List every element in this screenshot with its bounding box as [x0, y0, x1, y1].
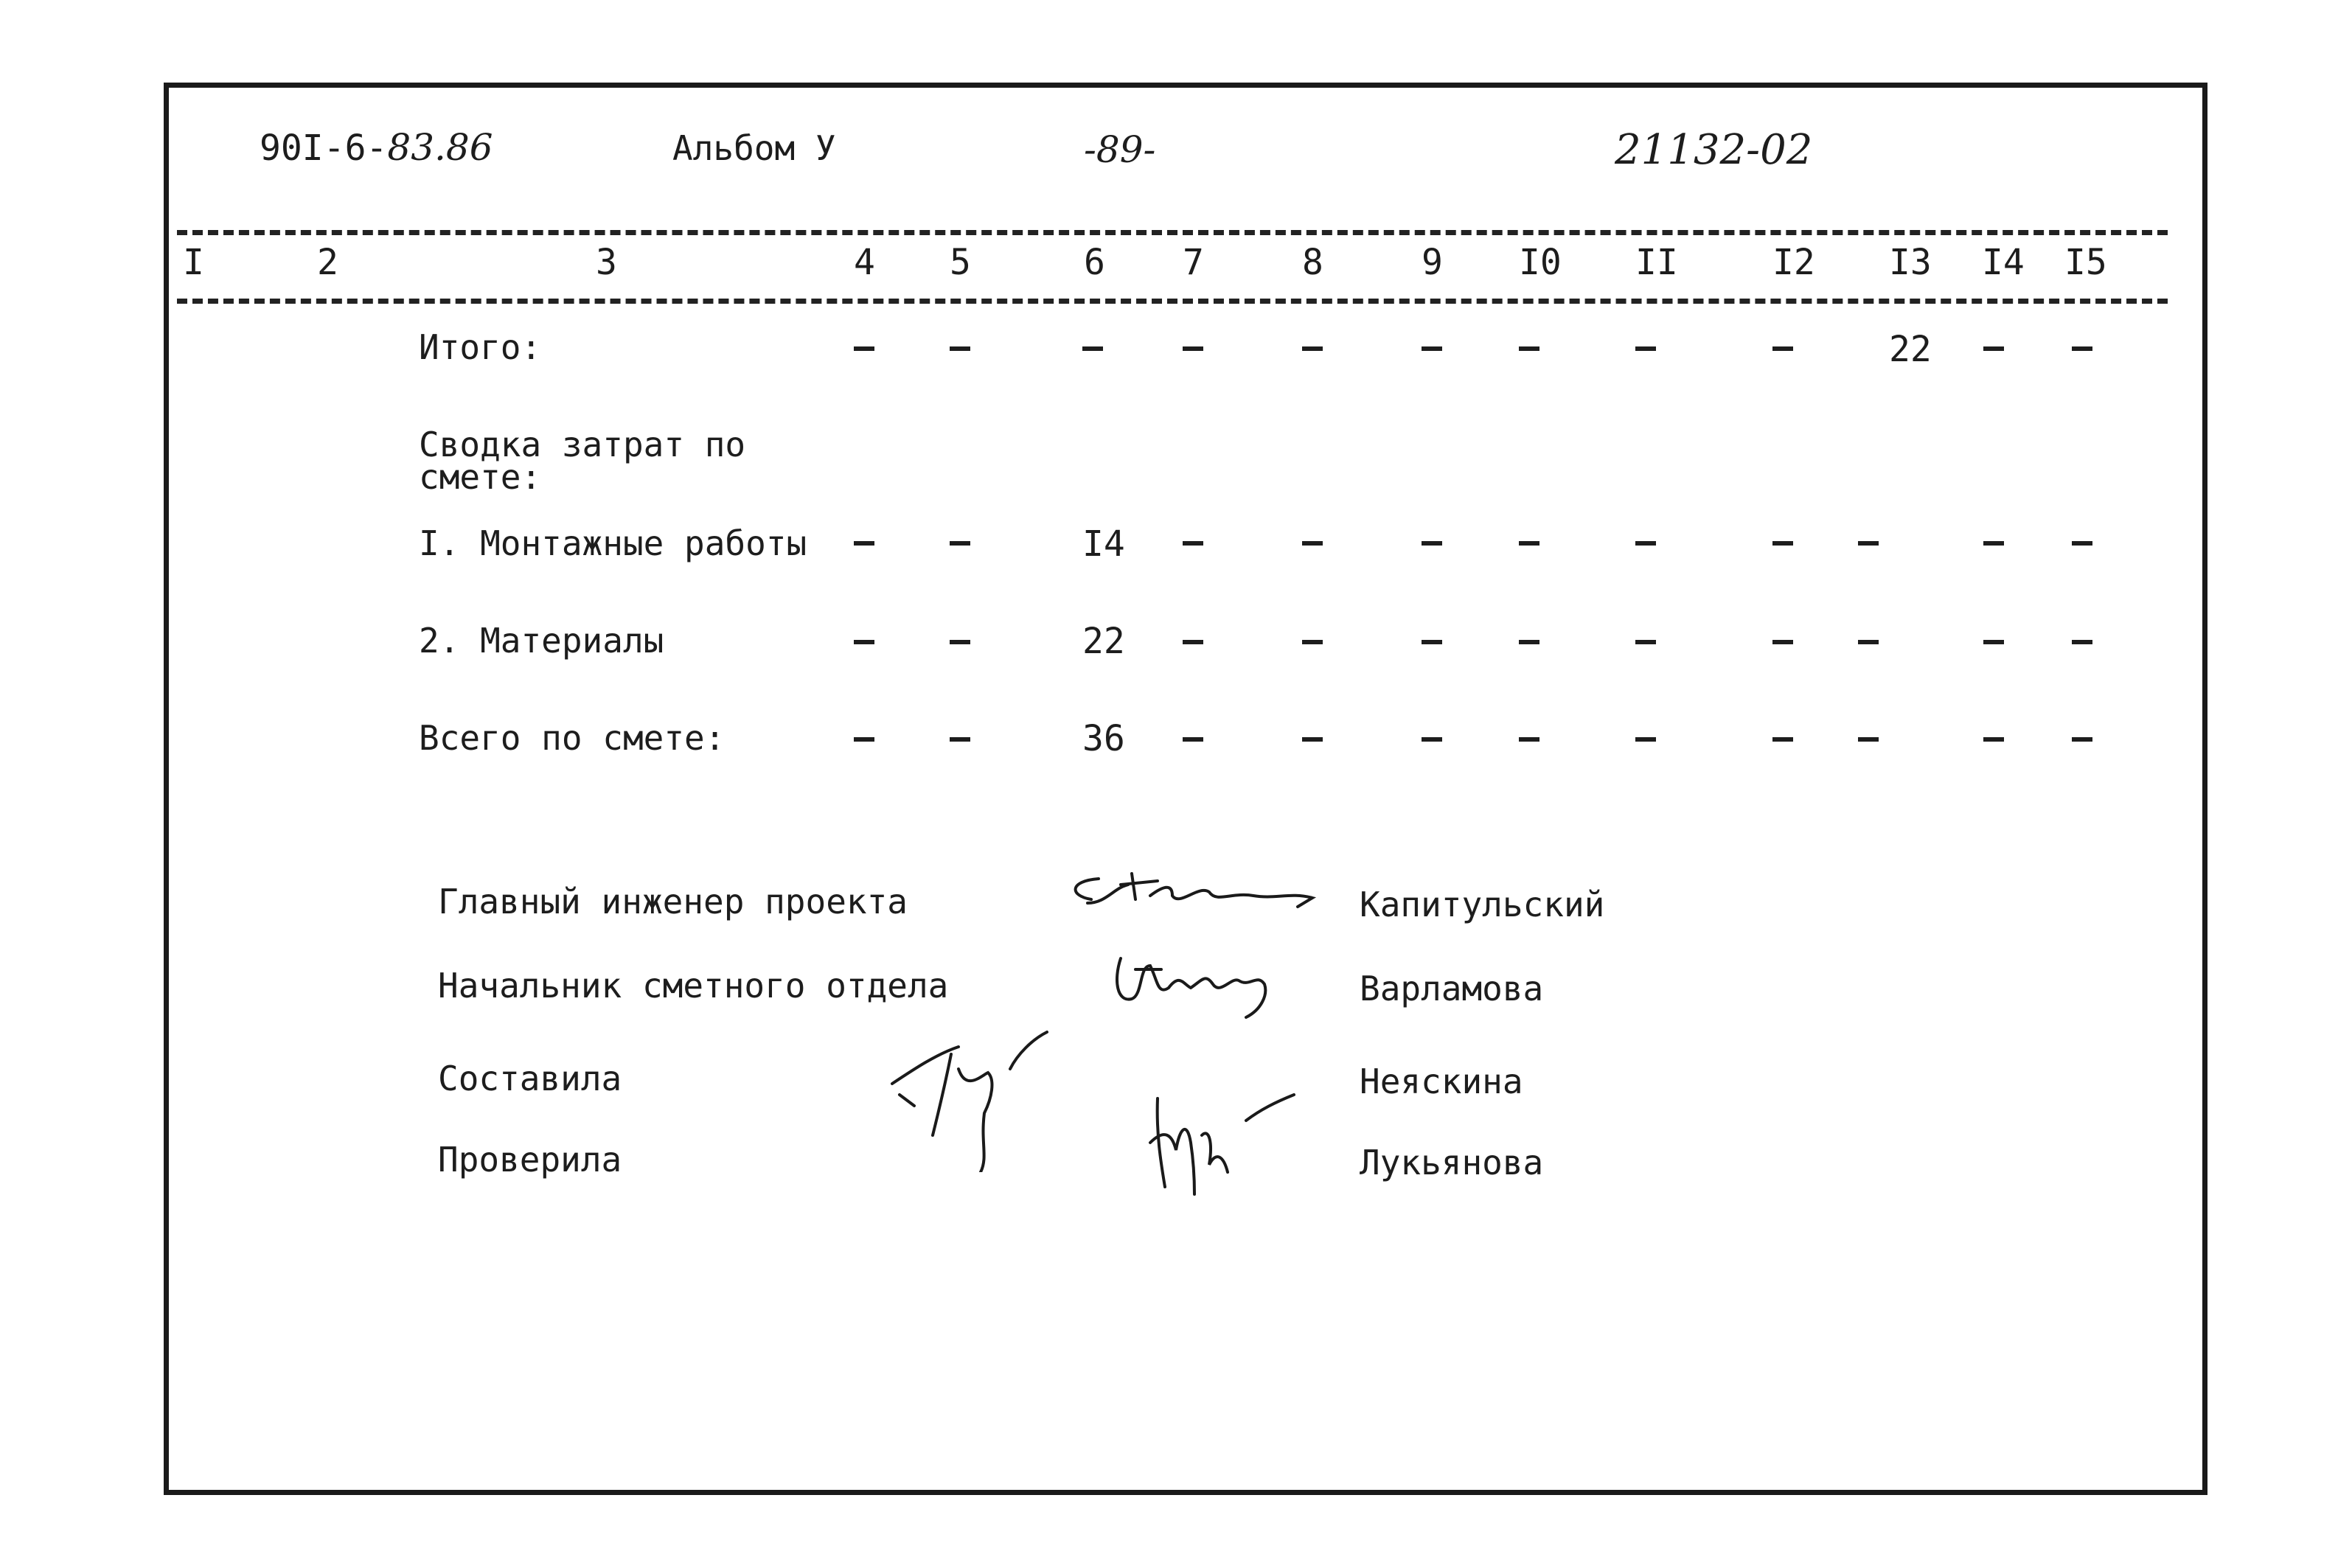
column-number: I [183, 242, 204, 283]
sig-role-checked: Проверила [438, 1140, 622, 1180]
header-rule-top [177, 230, 2168, 235]
dash-cell [1422, 737, 1442, 742]
sig-role-compiled: Составила [438, 1059, 622, 1098]
column-number: 2 [317, 242, 338, 283]
dash-cell [1082, 346, 1103, 351]
dash-cell [1983, 541, 2004, 546]
sig-name-head-estimates: Варламова [1360, 969, 1544, 1008]
album-label: Альбом У [672, 128, 836, 168]
row-label-materials: 2. Материалы [419, 621, 664, 661]
dash-cell [1519, 346, 1539, 351]
dash-cell [1858, 737, 1879, 742]
dash-cell [1302, 737, 1323, 742]
dash-cell [1858, 541, 1879, 546]
column-number: I5 [2064, 242, 2107, 283]
dash-cell [1302, 541, 1323, 546]
dash-cell [950, 541, 970, 546]
column-number: 5 [950, 242, 971, 283]
dash-cell [1983, 640, 2004, 644]
dash-cell [854, 737, 874, 742]
cell-value: I4 [1082, 523, 1125, 565]
dash-cell [1302, 640, 1323, 644]
dash-cell [1183, 346, 1203, 351]
sig-role-chief-engineer: Главный инженер проекта [438, 882, 908, 921]
row-label-summary: Сводка затрат по [419, 425, 746, 464]
dash-cell [950, 737, 970, 742]
cell-value: 22 [1082, 621, 1125, 662]
column-number: 4 [854, 242, 875, 283]
signature-scribble-4 [1135, 1084, 1312, 1216]
dash-cell [1422, 346, 1442, 351]
dash-cell [1422, 640, 1442, 644]
dash-cell [2072, 640, 2092, 644]
column-number: 7 [1183, 242, 1204, 283]
dash-cell [1983, 737, 2004, 742]
sig-name-compiled: Неяскина [1360, 1062, 1523, 1101]
dash-cell [1772, 737, 1793, 742]
row-label-summary-cont: смете: [419, 457, 542, 497]
sig-name-checked: Лукьянова [1360, 1143, 1544, 1182]
page-number: -89- [1084, 128, 1156, 171]
dash-cell [2072, 541, 2092, 546]
dash-cell [1519, 541, 1539, 546]
signature-scribble-3 [885, 1025, 1062, 1172]
doc-code-prefix: 90I-6- [260, 128, 388, 169]
dash-cell [2072, 346, 2092, 351]
sig-name-chief-engineer: Капитульский [1360, 885, 1605, 924]
dash-cell [1635, 640, 1656, 644]
dash-cell [950, 346, 970, 351]
dash-cell [950, 640, 970, 644]
column-number: 6 [1084, 242, 1105, 283]
column-number: 9 [1422, 242, 1443, 283]
dash-cell [1183, 737, 1203, 742]
column-number: I4 [1982, 242, 2025, 283]
dash-cell [1519, 640, 1539, 644]
signature-scribble-2 [1091, 944, 1298, 1025]
dash-cell [1422, 541, 1442, 546]
column-number: I2 [1772, 242, 1815, 283]
dash-cell [1772, 346, 1793, 351]
dash-cell [1635, 541, 1656, 546]
dash-cell [1519, 737, 1539, 742]
row-label-total: Всего по смете: [419, 718, 726, 758]
doc-code [260, 126, 493, 169]
column-number: 3 [596, 242, 617, 283]
dash-cell [1183, 541, 1203, 546]
dash-cell [1183, 640, 1203, 644]
cell-value: 22 [1889, 329, 1932, 370]
dash-cell [854, 640, 874, 644]
dash-cell [854, 346, 874, 351]
row-label-itogo: Итого: [419, 327, 542, 367]
column-number: II [1635, 242, 1678, 283]
dash-cell [1772, 541, 1793, 546]
document-frame [164, 83, 2207, 1495]
cell-value: 36 [1082, 718, 1125, 759]
dash-cell [1772, 640, 1793, 644]
header-rule-bottom [177, 299, 2168, 304]
signature-scribble-1 [1062, 863, 1327, 929]
sig-role-head-estimates: Начальник сметного отдела [438, 966, 949, 1006]
dash-cell [1635, 346, 1656, 351]
column-number: I3 [1889, 242, 1932, 283]
dash-cell [2072, 737, 2092, 742]
column-number: I0 [1519, 242, 1562, 283]
dash-cell [854, 541, 874, 546]
project-number: 21132-02 [1615, 126, 1813, 174]
dash-cell [1302, 346, 1323, 351]
row-label-installation: I. Монтажные работы [419, 523, 807, 563]
dash-cell [1858, 640, 1879, 644]
doc-code-handwritten: 83.86 [387, 126, 493, 169]
dash-cell [1635, 737, 1656, 742]
column-number: 8 [1302, 242, 1323, 283]
dash-cell [1983, 346, 2004, 351]
